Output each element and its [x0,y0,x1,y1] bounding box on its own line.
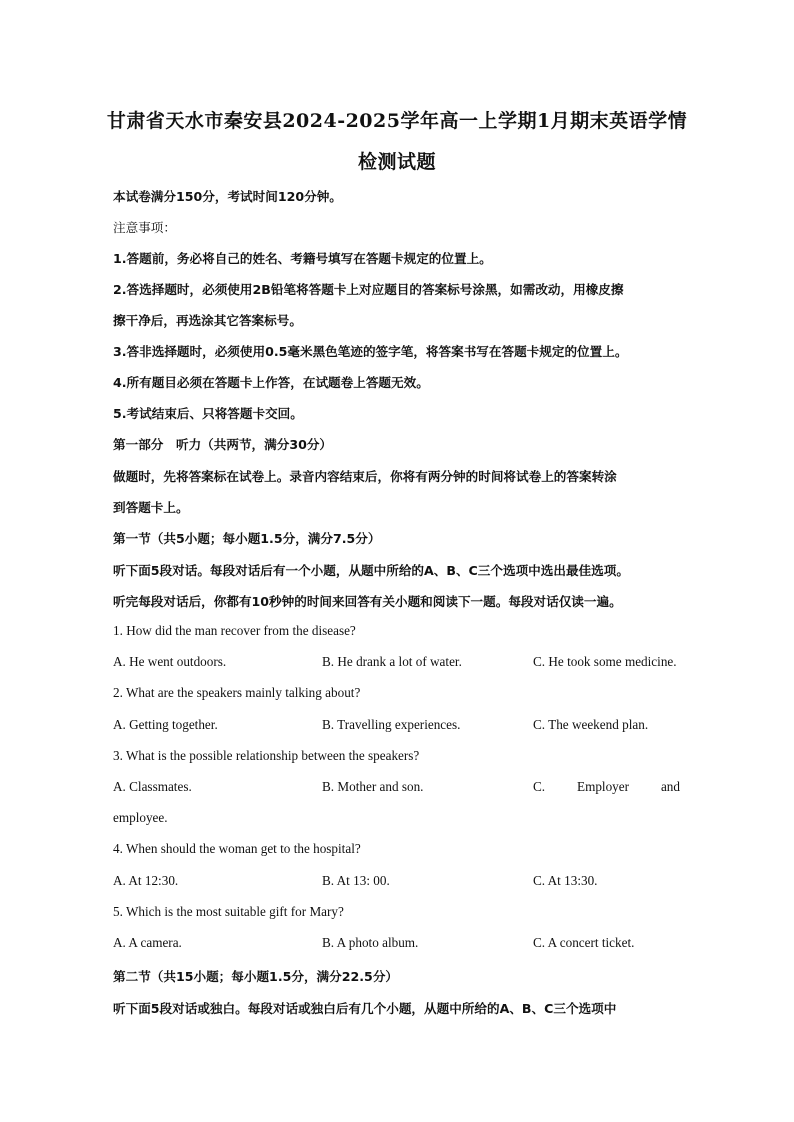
note-4: 4.所有题目必须在答题卡上作答，在试题卷上答题无效。 [113,375,429,390]
exam-info: 本试卷满分150分，考试时间120分钟。 [113,189,342,204]
note-1: 1.答题前，务必将自己的姓名、考籍号填写在答题卡规定的位置上。 [113,251,492,266]
question-4-option-b: B. At 13: 00. [322,873,390,888]
question-3: 3. What is the possible relationship between the speakers? [113,748,420,763]
question-5-option-b: B. A photo album. [322,935,419,950]
question-2-option-a: A. Getting together. [113,717,218,732]
question-1: 1. How did the man recover from the disease? [113,623,356,638]
question-3-option-a: A. Classmates. [113,779,192,794]
question-4-option-c: C. At 13:30. [533,873,598,888]
question-3-option-c-word-1: Employer [577,779,630,794]
question-3-option-c-letter: C. [533,779,546,794]
section1-instruction-line-1: 听下面5段对话。每段对话后有一个小题，从题中所给的A、B、C三个选项中选出最佳选项。 [113,563,629,578]
section1-heading: 第一节（共5小题；每小题1.5分，满分7.5分） [113,531,381,546]
question-4: 4. When should the woman get to the hospital? [113,841,361,856]
part1-instruction-line-2: 到答题卡上。 [113,500,189,515]
note-2-line-1: 2.答选择题时，必须使用2B铅笔将答题卡上对应题目的答案标号涂黑，如需改动，用橡皮擦 [113,282,624,297]
question-3-option-c-word-2: and [660,779,680,794]
title-line-1: 甘肃省天水市秦安县2024-2025学年高一上学期1月期末英语学情 [106,110,688,132]
note-2-line-2: 擦干净后，再选涂其它答案标号。 [113,313,302,328]
question-1-option-c: C. He took some medicine. [533,654,677,669]
question-3-option-c-continuation: employee. [113,810,168,825]
question-3-option-b: B. Mother and son. [322,779,424,794]
question-2: 2. What are the speakers mainly talking about? [113,685,361,700]
note-5: 5.考试结束后、只将答题卡交回。 [113,406,303,421]
question-5-option-c: C. A concert ticket. [533,935,635,950]
note-3: 3.答非选择题时，必须使用0.5毫米黑色笔迹的签字笔，将答案书写在答题卡规定的位置上。 [113,344,628,359]
question-4-option-a: A. At 12:30. [113,873,179,888]
part1-heading: 第一部分 听力（共两节，满分30分） [113,437,333,452]
part1-instruction-line-1: 做题时，先将答案标在试卷上。录音内容结束后，你将有两分钟的时间将试卷上的答案转涂 [113,469,617,484]
question-2-option-c: C. The weekend plan. [533,717,649,732]
question-3-option-c [533,779,680,795]
question-1-option-a: A. He went outdoors. [113,654,227,669]
question-2-option-b: B. Travelling experiences. [322,717,461,732]
question-5: 5. Which is the most suitable gift for Mary? [113,904,344,919]
section2-instruction-line-1: 听下面5段对话或独白。每段对话或独白后有几个小题，从题中所给的A、B、C三个选项中 [113,1001,617,1016]
title-line-2: 检测试题 [357,151,436,173]
section1-instruction-line-2: 听完每段对话后，你都有10秒钟的时间来回答有关小题和阅读下一题。每段对话仅读一遍。 [113,594,622,609]
question-1-option-b: B. He drank a lot of water. [322,654,462,669]
question-5-option-a: A. A camera. [113,935,182,950]
section2-heading: 第二节（共15小题；每小题1.5分，满分22.5分） [113,969,399,984]
notes-heading: 注意事项： [113,220,176,235]
